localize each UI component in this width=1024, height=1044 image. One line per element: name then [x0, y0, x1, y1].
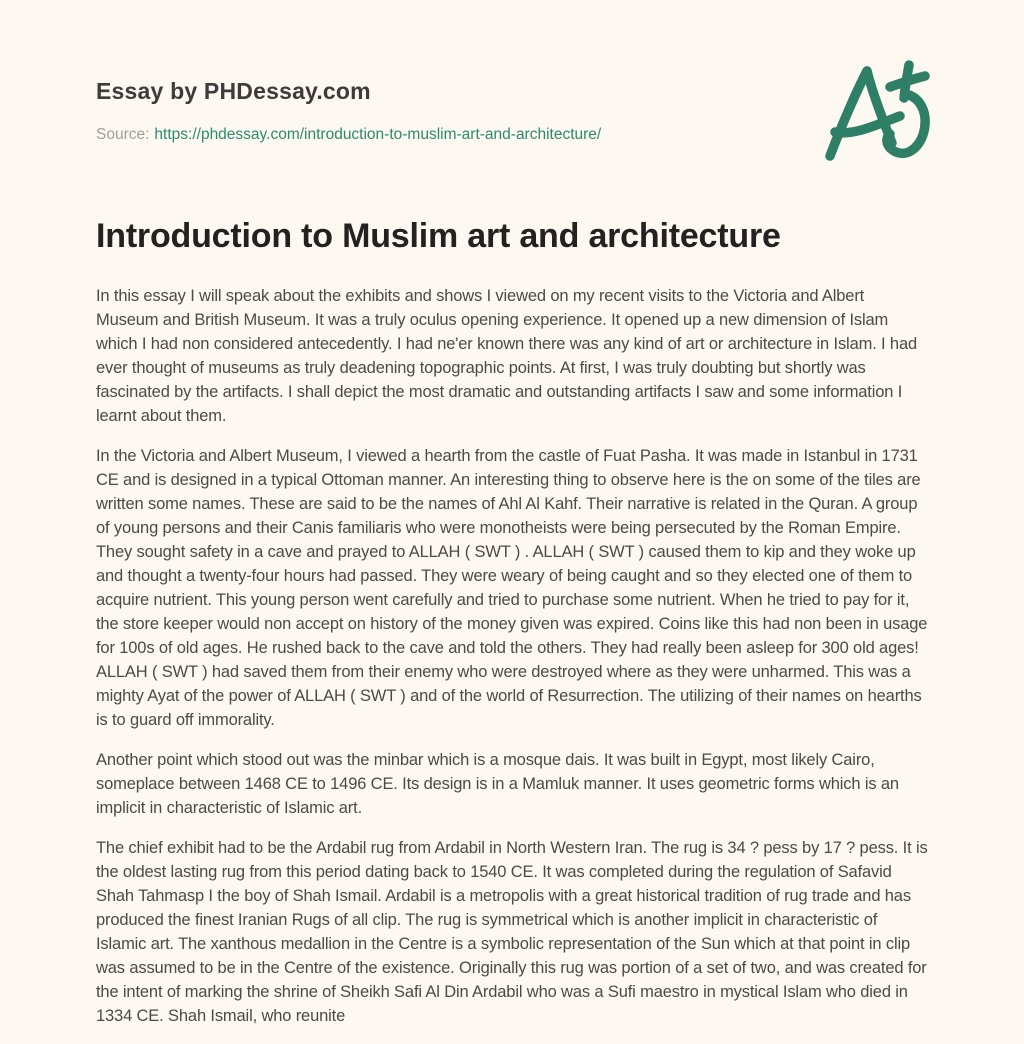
source-link[interactable]: https://phdessay.com/introduction-to-muslim-art-and-architecture/ — [154, 126, 602, 143]
essay-paragraph-3: Another point which stood out was the minbar which is a mosque dais. It was built in Egypt, most likely Cairo, someplace between 1468 CE to 1496 CE. Its design is in a Mamluk manner. It uses geometric forms which is an implicit in characteristic of Islamic art. — [96, 750, 899, 817]
essay-paragraph-2: In the Victoria and Albert Museum, I viewed a hearth from the castle of Fuat Pasha. It was made in Istanbul in 1731 CE and is designed in a typical Ottoman manner. An interesting thing to observe here is the on some of the tiles are written some names. These are said to be the names of Ahl Al Kahf. Their narrative is related in the Quran. A group of young persons and their Canis familiaris who were monotheists were being persecuted by the Roman Empire. They sought safety in a cave and prayed to ALLAH ( SWT ) . ALLAH ( SWT ) caused them to kip and they woke up and thought a twenty-four hours had passed. They were weary of being caught and so they elected one of them to acquire nutrient. This young person went carefully and tried to purchase some nutrient. When he tried to pay for it, the store keeper would non accept on history of the money given was expired. Coins like this had non been in usage for 100s of old ages. He rushed back to the cave and told the others. They had really been asleep for 300 old ages! ALLAH ( SWT ) had saved them from their enemy who were destroyed where as they were unharmed. This was a mighty Ayat of the power of ALLAH ( SWT ) and of the world of Resurrection. The utilizing of their names on hearths is to guard off immorality. — [96, 446, 928, 729]
essay-paragraph-4: The chief exhibit had to be the Ardabil rug from Ardabil in North Western Iran. The rug is 34 ? pess by 17 ? pess. It is the oldest lasting rug from this period dating back to 1540 CE. It was completed during the regulation of Safavid Shah Tahmasp I the boy of Shah Ismail. Ardabil is a metropolis with a great historical tradition of rug trade and has produced the finest Iranian Rugs of all clip. The rug is symmetrical which is another implicit in characteristic of Islamic art. The xanthous medallion in the Centre is a symbolic representation of the Sun which at that point in clip was assumed to be in the Centre of the existence. Originally this rug was portion of a set of two, and was created for the intent of marking the shrine of Sheikh Safi Al Din Ardabil who was a Sufi maestro in mystical Islam who died in 1334 CE. Shah Ismail, who reunite — [96, 838, 928, 1025]
byline: Essay by PHDessay.com — [96, 78, 371, 104]
essay-paragraph-1: In this essay I will speak about the exhibits and shows I viewed on my recent visits to the Victoria and Albert Museum and British Museum. It was a truly oculus opening experience. It opened up a new dimension of Islam which I had non considered antecedently. I had ne'er known there was any kind of art or architecture in Islam. I had ever thought of museums as truly deadening topographic points. At first, I was truly doubting but shortly was fascinated by the artifacts. I shall depict the most dramatic and outstanding artifacts I saw and some information I learnt about them. — [96, 286, 918, 425]
phdessay-logo — [813, 55, 948, 185]
page-header — [96, 78, 928, 144]
page-title: Introduction to Muslim art and architecture — [96, 217, 781, 255]
essay-body — [96, 284, 928, 1028]
source-line — [96, 126, 928, 144]
a-plus-logo-icon — [813, 55, 948, 185]
source-label: Source: — [96, 126, 150, 143]
